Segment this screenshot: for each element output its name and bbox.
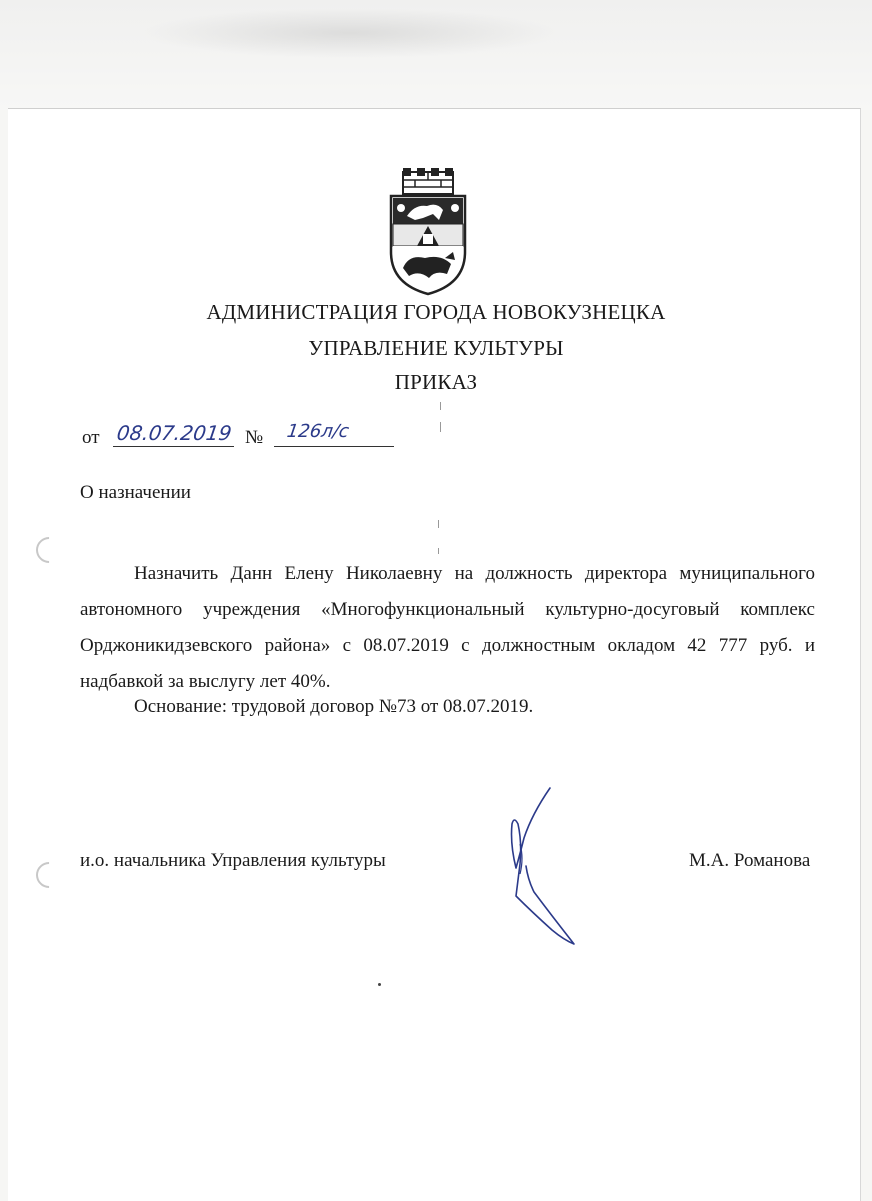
- scan-artifact: [440, 402, 441, 410]
- number-label: №: [245, 427, 264, 448]
- organization-title: АДМИНИСТРАЦИЯ ГОРОДА НОВОКУЗНЕЦКА: [206, 300, 666, 324]
- number-underline: [274, 446, 394, 447]
- scan-artifact: [438, 520, 439, 528]
- number-value: 126л/с: [285, 421, 351, 442]
- signatory-name: М.А. Романова: [689, 850, 811, 871]
- scan-artifact: [440, 422, 441, 432]
- signatory-title: и.о. начальника Управления культуры: [80, 850, 386, 871]
- order-body-paragraph: Назначить Данн Елену Николаевну на должность директора муниципального автономного учреждения «Многофункциональный культурно-досуговый комплекс Орджоникидзевского района» с 08.07.2019 с должностным окладом 42 777 руб. и надбавкой за выслугу лет 40%.: [80, 563, 815, 692]
- scan-smudge: [140, 8, 560, 58]
- scan-artifact: [378, 983, 381, 986]
- novokuznetsk-coat-of-arms-icon: [385, 166, 471, 296]
- department-title: УПРАВЛЕНИЕ КУЛЬТУРЫ: [308, 336, 564, 360]
- date-underline: [113, 446, 234, 447]
- scan-artifact: [438, 548, 439, 554]
- subject-line: О назначении: [80, 482, 191, 503]
- basis-line: Основание: трудовой договор №73 от 08.07.2019.: [134, 696, 534, 717]
- handwritten-signature: [490, 784, 590, 949]
- date-value: 08.07.2019: [115, 421, 234, 445]
- document-type-title: ПРИКАЗ: [394, 370, 478, 394]
- date-label: от: [82, 427, 100, 448]
